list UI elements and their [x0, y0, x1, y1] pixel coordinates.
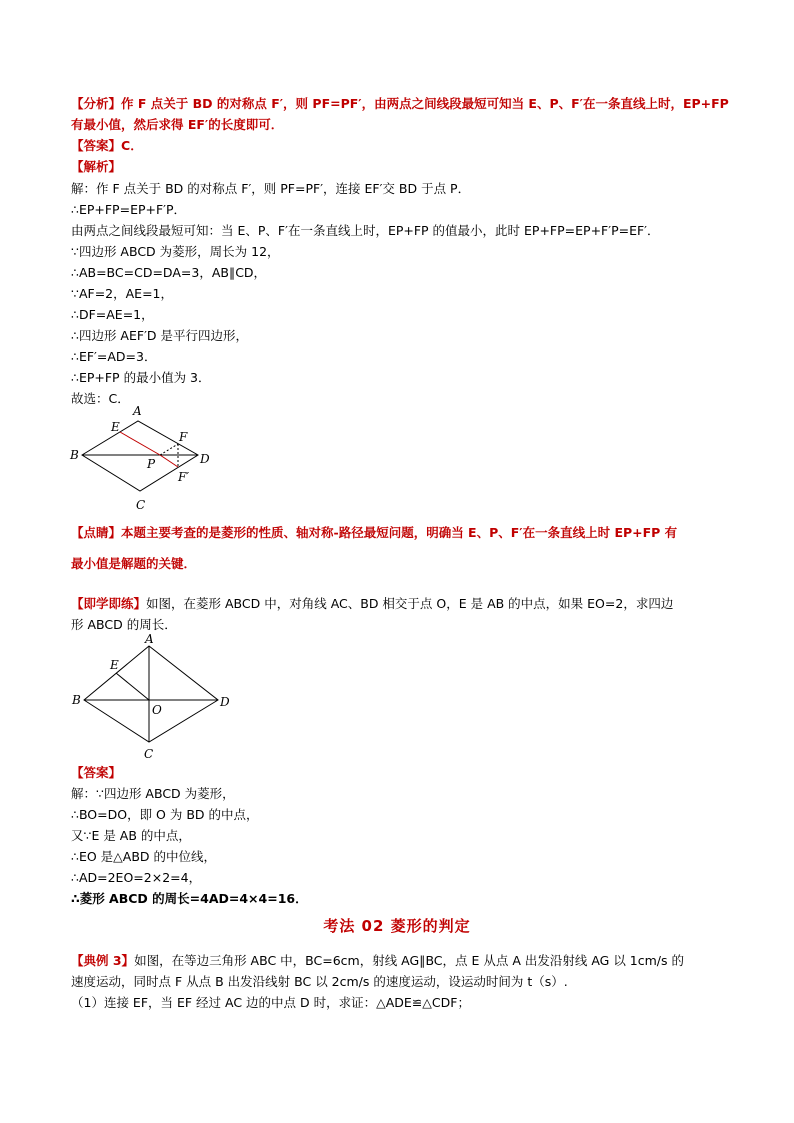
solution-line: 故选：C．	[71, 391, 130, 406]
fig1-label: D	[200, 452, 210, 466]
practice-line: 解：∵四边形 ABCD 为菱形，	[71, 786, 235, 801]
comment-tag: 【点睛】	[71, 525, 122, 540]
comment-line-1	[71, 524, 677, 542]
answer-tag: 【答案】	[71, 138, 122, 153]
solution-line: ∴四边形 AEF′D 是平行四边形，	[71, 328, 249, 343]
fig1-label: P	[147, 457, 156, 471]
fig2-label: O	[152, 703, 162, 717]
practice-answer-tag: 【答案】	[71, 765, 122, 780]
example-line-1	[71, 952, 684, 970]
fig2-label: D	[220, 695, 230, 709]
practice-line-last	[71, 890, 308, 908]
fig1-label: C	[136, 498, 146, 512]
fig1-label: F′	[178, 470, 190, 484]
practice-tag: 【即学即练】	[71, 596, 147, 611]
rhombus-figure-1	[66, 403, 226, 515]
practice-line: ∴EO 是△ABD 的中位线，	[71, 849, 217, 864]
solution-line: ∵四边形 ABCD 为菱形，周长为 12，	[71, 244, 280, 259]
example-line-2: 速度运动，同时点 F 从点 B 出发沿线射 BC 以 2cm/s 的速度运动，设运动时间为 t（s）.	[71, 974, 568, 989]
section-title: 考法 02 菱形的判定	[323, 917, 471, 935]
analysis-tag: 【分析】	[71, 96, 122, 111]
example-line-3: （1）连接 EF，当 EF 经过 AC 边的中点 D 时，求证：△ADE≌△CDF；	[71, 995, 470, 1010]
solution-line: 解：作 F 点关于 BD 的对称点 F′，则 PF=PF′，连接 EF′交 BD 于点 P．	[71, 181, 471, 196]
comment-line-2: 最小值是解题的关键．	[71, 556, 197, 571]
rhombus-figure-2	[66, 632, 246, 764]
fig2-label: A	[145, 632, 154, 646]
fig2-label: B	[72, 693, 81, 707]
practice-text-1: 如图，在菱形 ABCD 中，对角线 AC、BD 相交于点 O，E 是 AB 的中点，如果 EO=2，求四边	[146, 596, 674, 611]
analysis-text-1: 作 F 点关于 BD 的对称点 F′，则 PF=PF′，由两点之间线段最短可知当 E、P、F′在一条直线上时，EP+FP	[121, 96, 729, 111]
example-text-1: 如图，在等边三角形 ABC 中，BC=6cm，射线 AG∥BC，点 E 从点 A 出发沿射线 AG 以 1cm/s 的	[134, 953, 685, 968]
solution-line: ∵AF=2，AE=1，	[71, 286, 173, 301]
practice-line: 又∵E 是 AB 的中点，	[71, 828, 191, 843]
fig2-label: C	[144, 747, 154, 761]
fig1-label: A	[133, 404, 142, 418]
practice-line: ∴AD=2EO=2×2=4，	[71, 870, 202, 885]
solution-line: ∴EP+FP=EP+F′P．	[71, 202, 187, 217]
practice-line-2: 形 ABCD 的周长．	[71, 617, 177, 632]
answer-value: C．	[121, 138, 143, 153]
fig1-label: B	[70, 448, 79, 462]
analysis-line-2: 有最小值，然后求得 EF′的长度即可．	[71, 117, 284, 132]
solution-line: ∴EP+FP 的最小值为 3．	[71, 370, 211, 385]
practice-line: ∴BO=DO，即 O 为 BD 的中点，	[71, 807, 259, 822]
analysis-line-1	[71, 95, 729, 113]
solution-line: ∴EF′=AD=3．	[71, 349, 157, 364]
fig2-label: E	[110, 658, 119, 672]
fig1-label: F	[179, 430, 188, 444]
solution-line: ∴DF=AE=1，	[71, 307, 154, 322]
solution-tag: 【解析】	[71, 159, 122, 174]
comment-text-1: 本题主要考查的是菱形的性质、轴对称-路径最短问题，明确当 E、P、F′在一条直线上时 EP+FP 有	[121, 525, 678, 540]
practice-last-text: ∴菱形 ABCD 的周长=4AD=4×4=16．	[71, 891, 308, 906]
example-tag: 【典例 3】	[71, 953, 135, 968]
solution-line: ∴AB=BC=CD=DA=3，AB∥CD，	[71, 265, 267, 280]
fig1-label: E	[111, 420, 120, 434]
solution-line: 由两点之间线段最短可知：当 E、P、F′在一条直线上时，EP+FP 的值最小，此时 EP+FP=EP+F′P=EF′．	[71, 223, 660, 238]
answer-line	[71, 137, 143, 155]
practice-line-1	[71, 595, 673, 613]
